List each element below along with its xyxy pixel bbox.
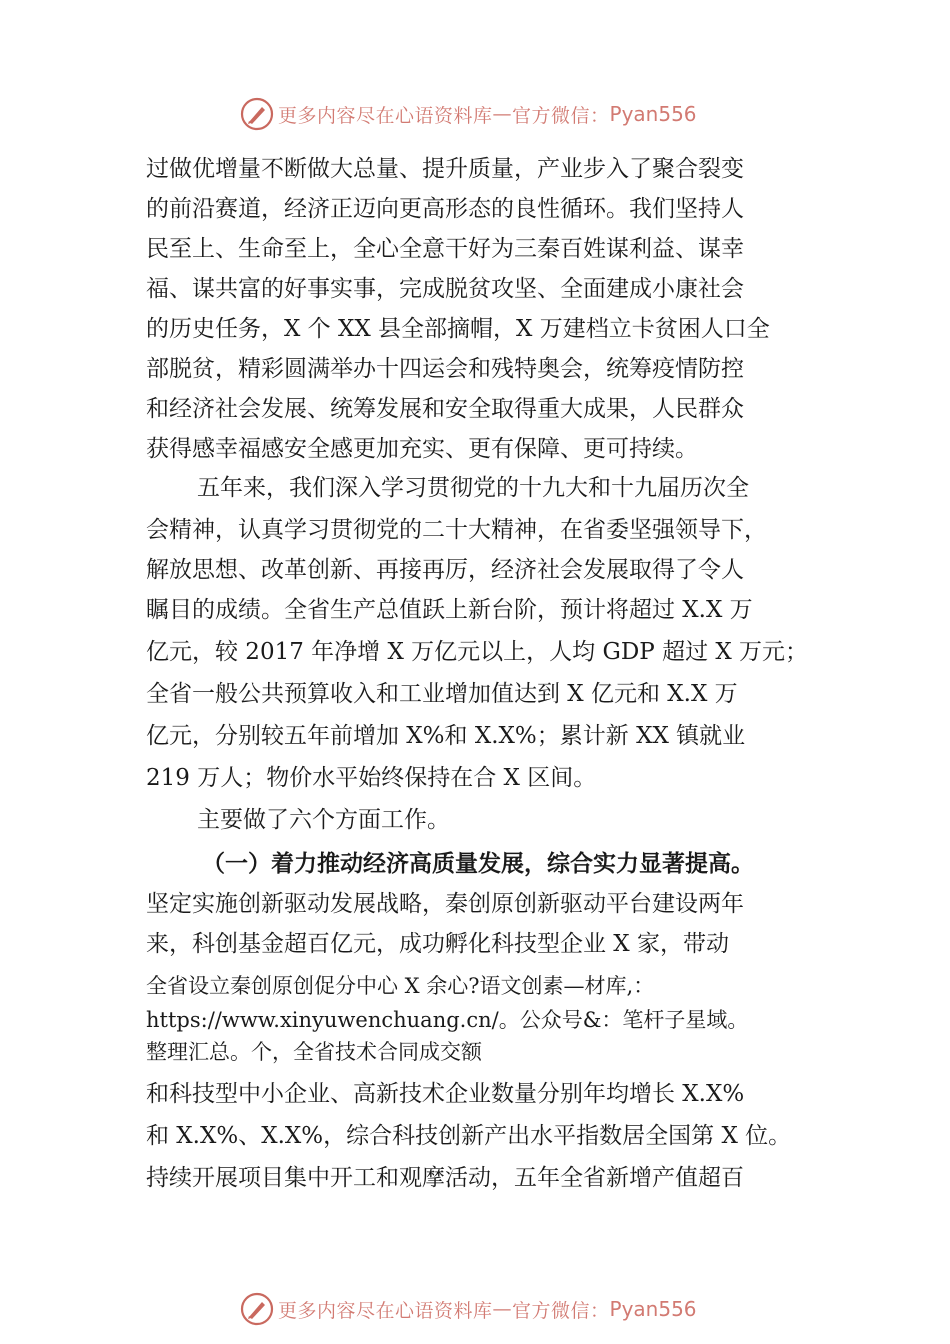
body-line: 部脱贫，精彩圆满举办十四运会和残特奥会，统筹疫情防控 xyxy=(146,356,744,382)
body-line: 福、谋共富的好事实事，完成脱贫攻坚、全面建成小康社会 xyxy=(146,276,744,302)
body-line: 亿元，分别较五年前增加 X%和 X.X%；累计新 XX 镇就业 xyxy=(146,723,746,749)
body-line: 整理汇总。个，全省技术合同成交额 xyxy=(146,1040,482,1064)
body-line: 会精神，认真学习贯彻党的二十大精神，在省委坚强领导下， xyxy=(146,517,767,543)
body-line: 和科技型中小企业、高新技术企业数量分别年均增长 X.X% xyxy=(146,1081,745,1107)
body-line: 和经济社会发展、统筹发展和安全取得重大成果，人民群众 xyxy=(146,396,744,422)
footer-watermark xyxy=(240,1292,697,1326)
body-line: 瞩目的成绩。全省生产总值跃上新台阶，预计将超过 X.X 万 xyxy=(146,597,753,623)
body-line: 的前沿赛道，经济正迈向更高形态的良性循环。我们坚持人 xyxy=(146,196,744,222)
body-line: 全省一般公共预算收入和工业增加值达到 X 亿元和 X.X 万 xyxy=(146,681,738,707)
watermark-text: 更多内容尽在心语资料库 xyxy=(278,104,493,127)
body-line: 全省设立秦创原创促分中心 X 余心?语文创素—材库,： xyxy=(146,974,655,998)
watermark-dash: — xyxy=(492,1298,513,1320)
watermark-suffix: 官方微信： xyxy=(512,1299,610,1322)
paragraph-first-line: 五年来，我们深入学习贯彻党的十九大和十九届历次全 xyxy=(197,475,749,501)
body-line: 获得感幸福感安全感更加充实、更有保障、更可持续。 xyxy=(146,436,698,462)
body-line: 219 万人；物价水平始终保持在合 X 区间。 xyxy=(146,765,597,791)
watermark-account: Pyan556 xyxy=(609,1297,697,1321)
watermark-text: 更多内容尽在心语资料库 xyxy=(278,1299,493,1322)
watermark-suffix: 官方微信： xyxy=(512,104,610,127)
body-line: 民至上、生命至上，全心全意干好为三秦百姓谋利益、谋幸 xyxy=(146,236,744,262)
body-line: 的历史任务，X 个 XX 县全部摘帽，X 万建档立卡贫困人口全 xyxy=(146,316,770,342)
quill-pen-logo-icon xyxy=(240,1292,274,1326)
watermark-account: Pyan556 xyxy=(609,102,697,126)
body-line: 和 X.X%、X.X%，综合科技创新产出水平指数居全国第 X 位。 xyxy=(146,1123,792,1149)
body-line: 来，科创基金超百亿元，成功孵化科技型企业 X 家，带动 xyxy=(146,931,729,957)
body-line-url: https://www.xinyuwenchuang.cn/。公众号&：笔杆子星域。 xyxy=(146,1008,749,1032)
body-line: 持续开展项目集中开工和观摩活动，五年全省新增产值超百 xyxy=(146,1165,744,1191)
body-line: 亿元，较 2017 年净增 X 万亿元以上，人均 GDP 超过 X 万元； xyxy=(146,639,809,665)
body-line: 坚定实施创新驱动发展战略，秦创原创新驱动平台建设两年 xyxy=(146,891,744,917)
body-line: 过做优增量不断做大总量、提升质量，产业步入了聚合裂变 xyxy=(146,156,744,182)
header-watermark xyxy=(240,97,697,131)
section-heading: （一）着力推动经济高质量发展，综合实力显著提高。 xyxy=(202,850,754,877)
paragraph-first-line: 主要做了六个方面工作。 xyxy=(197,807,450,833)
watermark-dash: — xyxy=(492,103,513,125)
body-line: 解放思想、改革创新、再接再厉，经济社会发展取得了令人 xyxy=(146,557,744,583)
quill-pen-logo-icon xyxy=(240,97,274,131)
